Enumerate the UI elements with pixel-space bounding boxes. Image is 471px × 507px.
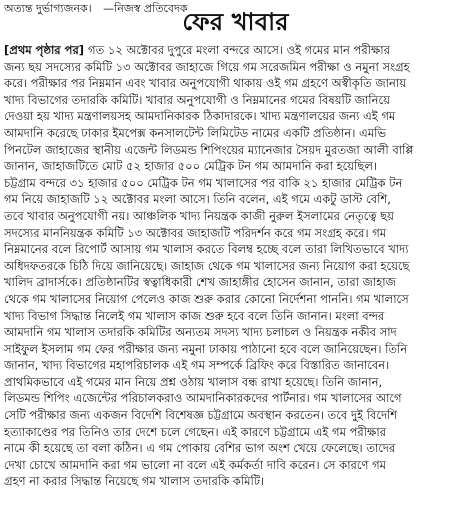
article-line: জন্য ছয় সদস্যের কমিটি ১৩ অক্টোবর জাহাজে গিয়ে গম সরেজমিন পরীক্ষা ও নমুনা সংগ্রহ: [4, 59, 410, 74]
article-line: দেওয়া হয় খাদ্য মন্ত্রণালয়সহ আমদানিকারক ঠিকাদারকে। খাদ্য মন্ত্রণালয়ের জন্য এই গম: [4, 109, 396, 124]
article-line: তবে খাবার অনুপযোগী নয়। আঞ্চলিক খাদ্য নিয়ন্ত্রক কাজী নুরুল ইসলামের নেতৃত্বে ছয়: [4, 208, 394, 223]
article-body: [4, 42, 466, 490]
article-line: থেকে গম খালাসের নিয়োগ পেলেও কাজ শুরু করার কোনো নির্দেশনা পাননি। গম খালাসে: [4, 291, 409, 306]
article-line: দেখা চোখে আমদানি করা গম ভালো না বলে এই কর্মকর্তা দাবি করেন। সে কারণে গম: [4, 457, 387, 472]
article-line: গ্রহণ না করার সিদ্ধান্ত নিয়েছে গম খালাস তদারকি কমিটি।: [4, 474, 265, 489]
byline: —নিজস্ব প্রতিবেদক: [103, 2, 188, 15]
article-line: অধিদফতরকে চিঠি দিয়ে জানিয়েছে। জাহাজ থেকে গম খালাসের জন্য নিয়োগ করা হয়েছে: [4, 258, 410, 273]
article-line: হত্যাকাণ্ডের পর তিনিও তার দেশে চলে গেছেন। এই কারণে চট্টগ্রামে এই গম পরীক্ষার: [4, 424, 387, 439]
article-line: সাইফুল ইসলাম গম ফের পরীক্ষার জন্য নমুনা ঢাকায় পাঠানো হবে বলে জানিয়েছেন। তিনি: [4, 341, 408, 356]
article-line: আমদানি করেছে ঢাকার ইমপেক্স কনসালটেন্ট লিমিটেড নামের একটি প্রতিষ্ঠান। এমভি: [4, 125, 387, 140]
article-lead-line: [4, 42, 466, 59]
article-line: খাদ্য বিভাগের তদারকি কমিটি। খাবার অনুপযোগী ও নিম্নমানের গমের বিষয়টি জানিয়ে: [4, 92, 390, 107]
article-line: খাদ্য বিভাগ সিদ্ধান্ত নিলেই গম খালাস কাজ শুরু হবে বলে তিনি জানান। মংলা বন্দর: [4, 308, 385, 323]
continuation-tag: [প্রথম পৃষ্ঠার পর]: [4, 43, 85, 57]
article-line: পিনটেল জাহাজের স্থানীয় এজেন্ট লিডমন্ড শিপিংয়ের ম্যানেজার সৈয়দ মুরতজা আলী বাপ্পি: [4, 142, 414, 157]
article-line: করে। পরীক্ষার পর নিম্নমান এবং খাবার অনুপযোগী থাকায় ওই গম গ্রহণে অস্বীকৃতি জানায়: [4, 76, 407, 91]
article-line: নামে কী হয়েছে তা বলা কঠিন। এ গম পোকায় বেশির ভাগ অংশ খেয়ে ফেলেছে। তাদের: [4, 441, 396, 456]
headline: ফের খাবার: [182, 8, 289, 36]
lead-text: গত ১২ অক্টোবর দুপুরে মংলা বন্দরে আসে। ওই গমের মান পরীক্ষার: [88, 43, 390, 57]
article-line: জানান, খাদ্য বিভাগের মহাপরিচালক এই গম সম্পর্কে ব্রিফিং করে বিস্তারিত জানাবেন।: [4, 358, 390, 373]
article-line: সদস্যের মাননিয়ন্ত্রক কমিটি ১৩ অক্টোবর জাহাজটি পরিদর্শন করে গম সংগ্রহ করে। গম: [4, 225, 387, 240]
article-line: জানান, জাহাজটিতে মোট ৫২ হাজার ৫০০ মেট্রিক টন গম আমদানি করা হয়েছিল।: [4, 159, 378, 174]
article-line: খালিদ ব্রাদার্সকে। প্রতিষ্ঠানটির স্বত্বাধিকারী শেখ জাহাঙ্গীর হোসেন জানান, তারা জাহাজ: [4, 275, 396, 290]
article-line: আমদানি গম খালাস তদারকি কমিটির অন্যতম সদস্য খাদ্য চলাচল ও নিয়ন্ত্রক নকীব সাদ: [4, 325, 397, 340]
article-line: গম নিয়ে জাহাজটি ১২ অক্টোবর মংলা আসে। তিনি বলেন, এই গমে একটু ডাস্ট বেশি,: [4, 192, 391, 207]
article-line: নিম্নমানের বলে রিপোর্ট আসায় গম খালাস করতে বিলম্ব হচ্ছে বলে তারা লিখিতভাবে খাদ্য: [4, 242, 409, 257]
article-line: লিডমন্ড শিপিং এজেন্টের পরিচালকরাও আমদানিকারকদের পার্টনার। গম খালাসের আগে: [4, 391, 402, 406]
article-line: সেটি পরীক্ষার জন্য একজন বিদেশি বিশেষজ্ঞ চট্টগ্রামে অবস্থান করতেন। তবে দুই বিদেশি: [4, 408, 398, 423]
article-line: প্রাথমিকভাবে এই গমের মান নিয়ে প্রশ্ন ওঠায় খালাস বন্ধ রাখা হয়েছে। তিনি জানান,: [4, 374, 383, 389]
previous-article-text: অত্যন্ত দুর্ভাগ্যজনক।: [4, 2, 92, 15]
article-line: চট্টগ্রাম বন্দরে ৩১ হাজার ৫০০ মেট্রিক টন গম খালাসের পর বাকি ২১ হাজার মেট্রিক টন: [4, 175, 403, 190]
